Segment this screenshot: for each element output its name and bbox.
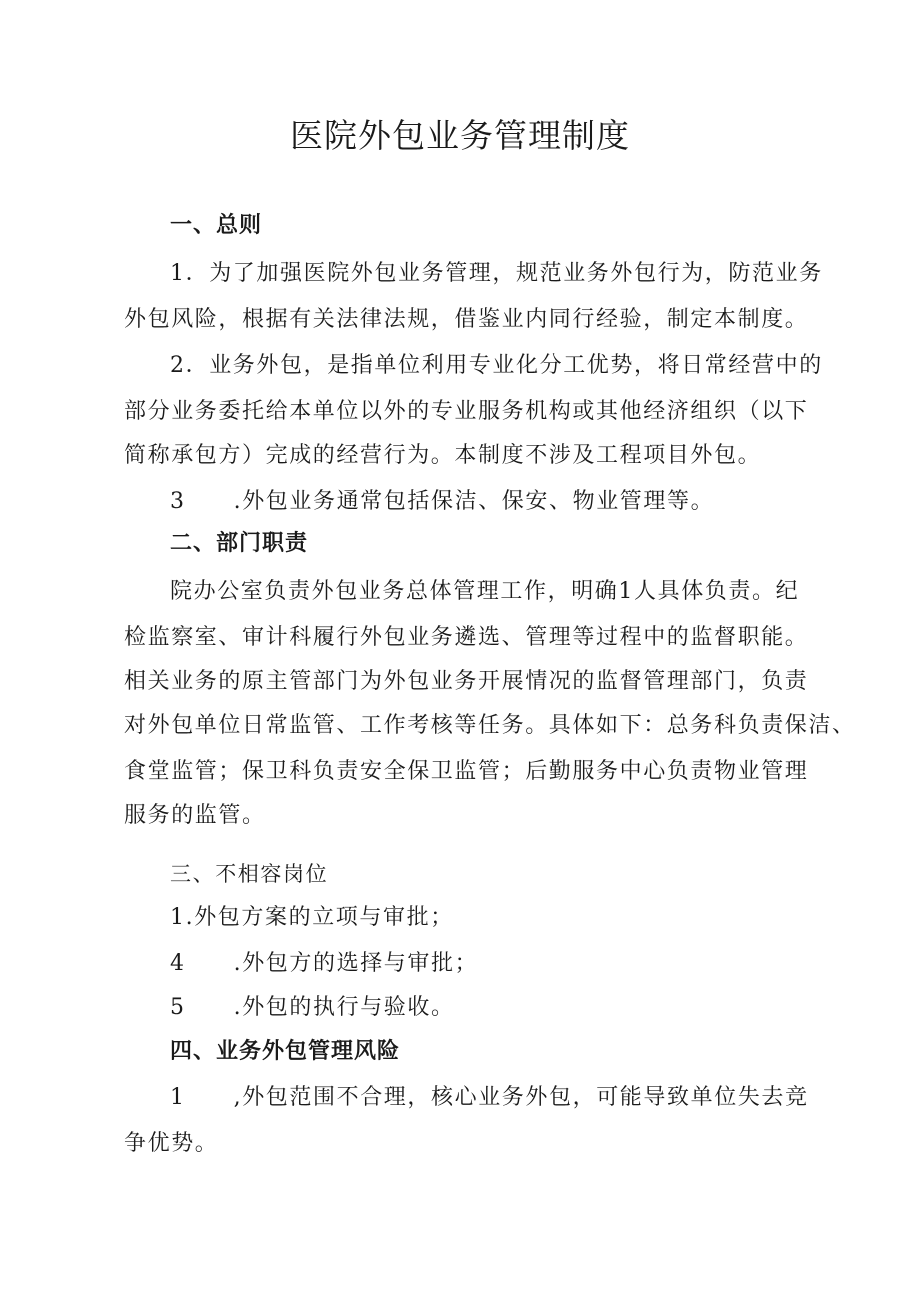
paragraph-1-line-1: 1．为了加强医院外包业务管理，规范业务外包行为，防范业务 bbox=[170, 261, 823, 286]
section-heading-general: 一、总则 bbox=[170, 213, 263, 238]
risk-item-1 bbox=[170, 1082, 850, 1114]
section-heading-departments: 二、部门职责 bbox=[170, 531, 309, 556]
incompatible-item-3 bbox=[170, 992, 850, 1024]
document-title: 医院外包业务管理制度 bbox=[290, 116, 630, 155]
paragraph-2-line-3: 简称承包方）完成的经营行为。本制度不涉及工程项目外包。 bbox=[124, 443, 762, 468]
paragraph-3 bbox=[170, 486, 850, 518]
departments-line-1: 院办公室负责外包业务总体管理工作，明确1人具体负责。纪 bbox=[170, 579, 800, 604]
paragraph-3-number: 3 bbox=[170, 489, 186, 514]
paragraph-3-text: .外包业务通常包括保洁、保安、物业管理等。 bbox=[233, 489, 715, 514]
departments-line-4: 对外包单位日常监管、工作考核等任务。具体如下：总务科负责保洁、 bbox=[124, 713, 856, 738]
incompatible-item-3-number: 5 bbox=[170, 995, 186, 1020]
departments-line-6: 服务的监管。 bbox=[124, 803, 266, 828]
incompatible-item-2 bbox=[170, 948, 850, 980]
departments-line-5: 食堂监管；保卫科负责安全保卫监管；后勤服务中心负责物业管理 bbox=[124, 759, 809, 784]
paragraph-1-line-2: 外包风险，根据有关法律法规，借鉴业内同行经验，制定本制度。 bbox=[124, 307, 809, 332]
paragraph-2-line-1: 2．业务外包，是指单位利用专业化分工优势，将日常经营中的 bbox=[170, 353, 823, 378]
section-heading-risks: 四、业务外包管理风险 bbox=[170, 1039, 401, 1064]
incompatible-item-3-text: .外包的执行与验收。 bbox=[233, 995, 455, 1020]
incompatible-item-1: 1.外包方案的立项与审批； bbox=[170, 905, 454, 930]
risk-item-1-text: ,外包范围不合理，核心业务外包，可能导致单位失去竞 bbox=[233, 1085, 809, 1110]
departments-line-3: 相关业务的原主管部门为外包业务开展情况的监督管理部门，负责 bbox=[124, 669, 809, 694]
risk-item-1-number: 1 bbox=[170, 1085, 186, 1110]
incompatible-item-2-number: 4 bbox=[170, 951, 186, 976]
risk-item-1-line-2: 争优势。 bbox=[124, 1131, 219, 1156]
incompatible-item-2-text: .外包方的选择与审批； bbox=[233, 951, 479, 976]
section-heading-incompatible-posts: 三、不相容岗位 bbox=[170, 862, 329, 886]
departments-line-2: 检监察室、审计科履行外包业务遴选、管理等过程中的监督职能。 bbox=[124, 625, 809, 650]
paragraph-2-line-2: 部分业务委托给本单位以外的专业服务机构或其他经济组织（以下 bbox=[124, 399, 809, 424]
